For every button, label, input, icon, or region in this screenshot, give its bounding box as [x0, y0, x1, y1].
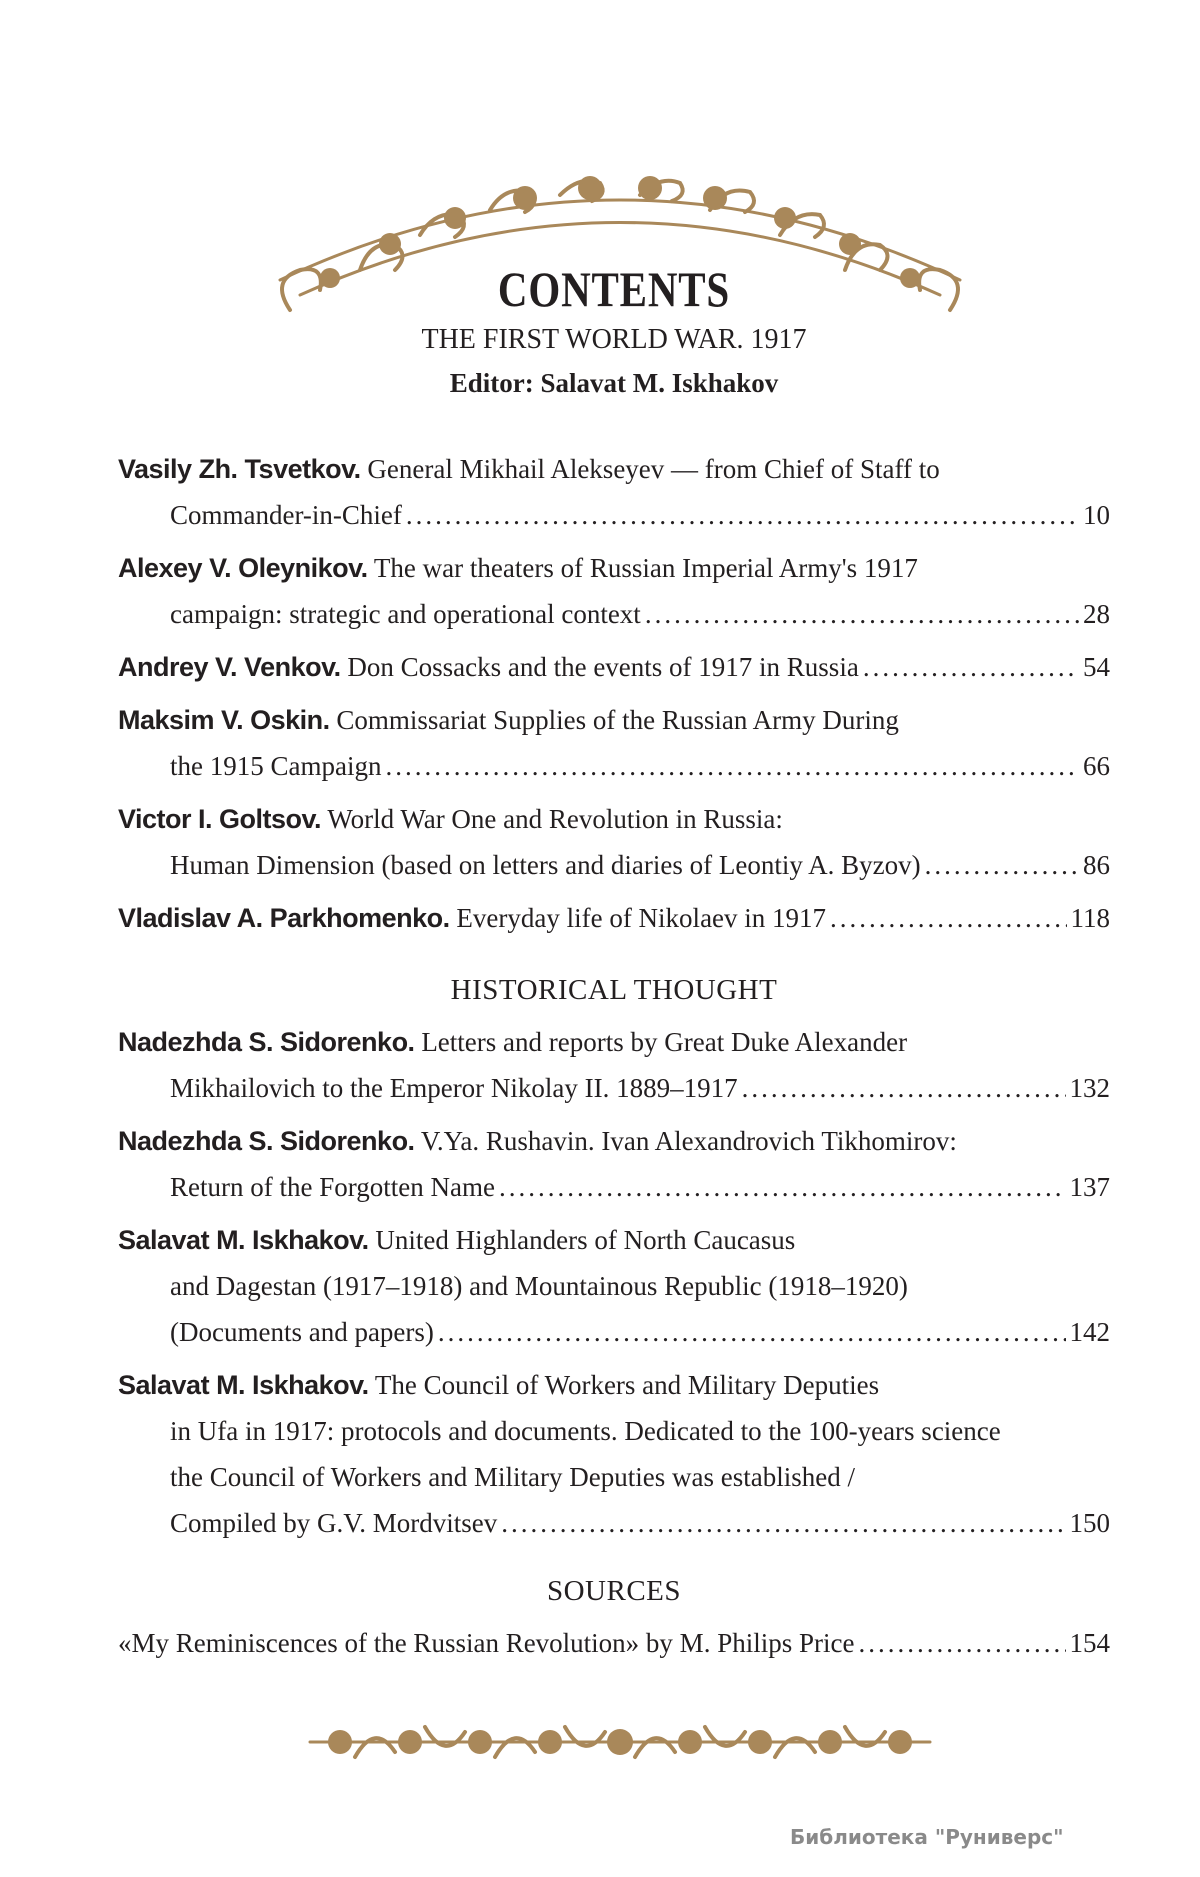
dot-leader	[499, 1164, 1066, 1210]
toc-entry[interactable]	[118, 895, 1110, 941]
entry-title: Don Cossacks and the events of 1917 in Russia	[347, 652, 859, 682]
entry-title: V.Ya. Rushavin. Ivan Alexandrovich Tikhomirov:	[420, 1126, 957, 1156]
section-heading-historical-thought: HISTORICAL THOUGHT	[450, 974, 778, 1006]
entry-page: 10	[1083, 500, 1110, 530]
entry-title: The Council of Workers and Military Deputies	[374, 1370, 880, 1400]
entry-title: «My Reminiscences of the Russian Revolution» by M. Philips Price	[118, 1628, 855, 1658]
entry-title-cont: Compiled by G.V. Mordvitsev	[170, 1508, 498, 1538]
dot-leader	[501, 1500, 1065, 1546]
dot-leader	[385, 743, 1079, 789]
entry-author: Victor I. Goltsov.	[118, 804, 322, 834]
page-title: CONTENTS	[497, 261, 731, 317]
entry-page: 118	[1070, 903, 1110, 933]
entry-title-cont: the 1915 Campaign	[170, 751, 382, 781]
toc-entry[interactable]	[118, 1118, 1110, 1210]
entry-title: Commissariat Supplies of the Russian Army During	[336, 705, 899, 735]
entry-page: 142	[1069, 1317, 1110, 1347]
entry-page: 28	[1083, 599, 1110, 629]
toc-entry[interactable]	[118, 545, 1110, 637]
toc-entry[interactable]	[118, 796, 1110, 888]
entry-title: General Mikhail Alekseyev — from Chief of Staff to	[367, 454, 940, 484]
toc-entry[interactable]	[118, 697, 1110, 789]
entry-title: The war theaters of Russian Imperial Army's 1917	[373, 553, 918, 583]
entry-title-cont: campaign: strategic and operational context	[170, 599, 641, 629]
entry-author: Maksim V. Oskin.	[118, 705, 330, 735]
entry-page: 86	[1083, 850, 1110, 880]
entry-author: Alexey V. Oleynikov.	[118, 553, 368, 583]
entry-title-cont: and Dagestan (1917–1918) and Mountainous Republic (1918–1920)	[170, 1271, 908, 1301]
toc-entry[interactable]	[118, 1362, 1110, 1546]
dot-leader	[742, 1065, 1066, 1111]
entry-author: Nadezhda S. Sidorenko.	[118, 1126, 415, 1156]
toc-entry[interactable]	[118, 1019, 1110, 1111]
entry-title: Letters and reports by Great Duke Alexander	[421, 1027, 908, 1057]
entry-title-cont: Commander-in-Chief	[170, 500, 402, 530]
entry-title-cont: in Ufa in 1917: protocols and documents. Dedicated to the 100-years science	[170, 1416, 1001, 1446]
toc-entry[interactable]	[118, 1217, 1110, 1355]
dot-leader	[830, 895, 1066, 941]
contents-list	[118, 446, 1110, 1673]
issue-subtitle: THE FIRST WORLD WAR. 1917	[421, 324, 807, 355]
entry-author: Salavat M. Iskhakov.	[118, 1225, 369, 1255]
library-watermark: Библиотека "Руниверс"	[790, 1825, 1064, 1849]
entry-title-cont: the Council of Workers and Military Deputies was established /	[170, 1462, 855, 1492]
entry-page: 132	[1069, 1073, 1110, 1103]
entry-title-cont: (Documents and papers)	[170, 1317, 434, 1347]
toc-entry[interactable]	[118, 1620, 1110, 1666]
dot-leader	[406, 492, 1079, 538]
entry-page: 54	[1083, 652, 1110, 682]
section-heading-sources: SOURCES	[546, 1575, 682, 1607]
entry-page: 150	[1069, 1508, 1110, 1538]
entry-title: Everyday life of Nikolaev in 1917	[456, 903, 827, 933]
toc-entry[interactable]	[118, 644, 1110, 690]
entry-title-cont: Human Dimension (based on letters and diaries of Leontiy A. Byzov)	[170, 850, 921, 880]
dot-leader	[925, 842, 1079, 888]
dot-leader	[863, 644, 1079, 690]
entry-author: Vladislav A. Parkhomenko.	[118, 903, 450, 933]
dot-leader	[858, 1620, 1065, 1666]
entry-title: World War One and Revolution in Russia:	[327, 804, 783, 834]
entry-title-cont: Return of the Forgotten Name	[170, 1172, 495, 1202]
editor-line: Editor: Salavat M. Iskhakov	[449, 368, 779, 398]
toc-entry[interactable]	[118, 446, 1110, 538]
ornamental-border-icon	[300, 1712, 940, 1772]
entry-page: 137	[1069, 1172, 1110, 1202]
dot-leader	[438, 1309, 1066, 1355]
entry-author: Nadezhda S. Sidorenko.	[118, 1027, 415, 1057]
entry-title-cont: Mikhailovich to the Emperor Nikolay II. 1889–1917	[170, 1073, 738, 1103]
entry-page: 154	[1069, 1628, 1110, 1658]
dot-leader	[645, 591, 1079, 637]
entry-title: United Highlanders of North Caucasus	[375, 1225, 796, 1255]
entry-author: Vasily Zh. Tsvetkov.	[118, 454, 361, 484]
entry-author: Salavat M. Iskhakov.	[118, 1370, 369, 1400]
entry-page: 66	[1083, 751, 1110, 781]
entry-author: Andrey V. Venkov.	[118, 652, 341, 682]
